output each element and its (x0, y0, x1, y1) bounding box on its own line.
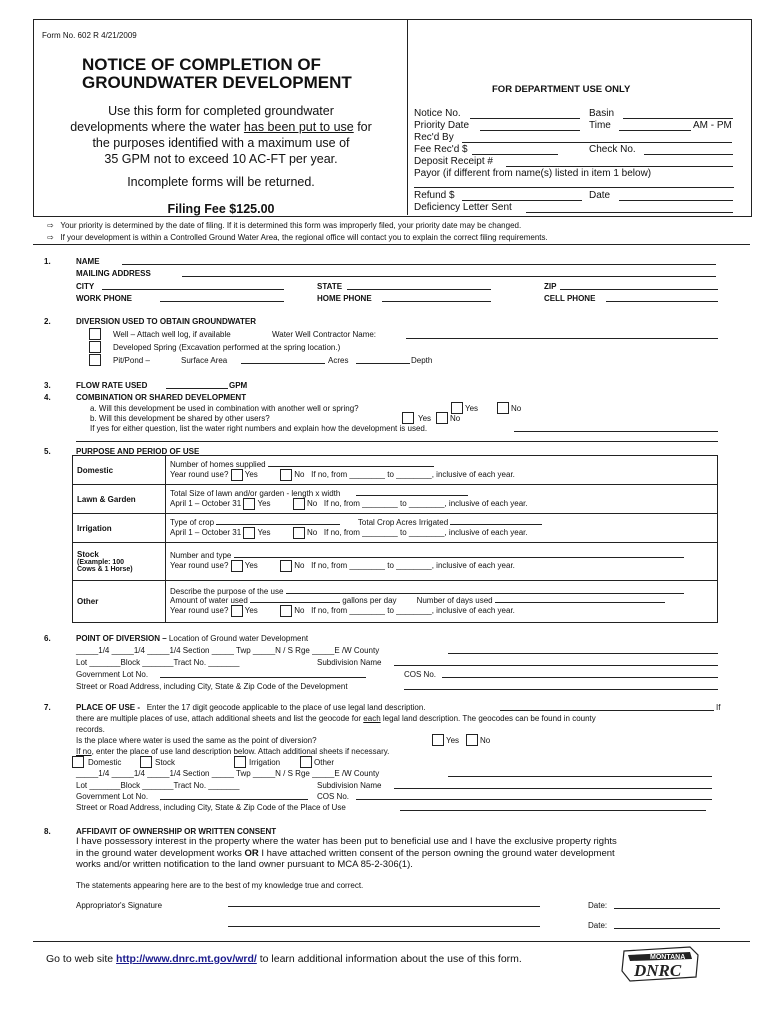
surface-area-field[interactable] (241, 363, 325, 364)
pou-stock-checkbox[interactable] (140, 756, 152, 768)
date-field-1[interactable] (614, 908, 720, 909)
work-phone-label: WORK PHONE (76, 294, 132, 303)
date-label-2: Date: (588, 921, 608, 930)
section-7-number: 7. (44, 703, 51, 712)
zip-label: ZIP (544, 282, 557, 291)
lawn-label: Lawn & Garden (73, 485, 166, 514)
same-yes-checkbox[interactable] (432, 734, 444, 746)
pit-label: Pit/Pond – (113, 356, 150, 365)
flow-rate-field[interactable] (166, 388, 228, 389)
irrigation-period-line: April 1 – October 31 Yes No If no, from ________ to ________, inclusive of each year. (170, 527, 528, 537)
pou-gov-lot-field[interactable] (160, 799, 308, 800)
shared-no-label: No (450, 414, 461, 423)
intro-text: Use this form for completed groundwater developments where the water has been put to use for the purposes identified with a maximum use of 35 GPM not to exceed 10 AC-FT per year. (38, 103, 404, 167)
dnrc-logo (620, 943, 702, 985)
state-field[interactable] (347, 289, 491, 290)
arrow-right-icon: ⇨ (47, 221, 54, 230)
pod-lot-line: Lot _______Block _______Tract No. _______ (76, 658, 240, 667)
stock-number-line: Number and type (170, 551, 713, 560)
stock-no-checkbox[interactable] (280, 560, 292, 572)
affidavit-text: I have possessory interest in the property where the water has been put to beneficial use and I have the exclusive property rights in the ground water development works OR I have attached written consent of the person owning the ground water development works and/or written notification to the land owner pursuant to MCA 85-2-306(1). (76, 836, 617, 870)
arrow-right-icon: ⇨ (47, 233, 54, 242)
intro-line2: developments where the water has been put to use for (70, 120, 372, 134)
acres-label: Acres (328, 356, 349, 365)
combination-yes-checkbox[interactable] (451, 402, 463, 414)
domestic-period-line: Year round use? Yes No If no, from ________ to ________, inclusive of each year. (170, 469, 515, 479)
header-divider (407, 19, 408, 215)
same-as-question: Is the place where water is used the same as the point of diversion? (76, 736, 317, 745)
dept-recd-row: Rec'd By (414, 132, 454, 143)
records-text: records. (76, 725, 105, 734)
note-controlled-area: ⇨ If your development is within a Controlled Ground Water Area, the regional office will contact you to explain the correct filing requirements. (47, 233, 548, 242)
water-right-field[interactable] (514, 431, 718, 432)
dept-title: FOR DEPARTMENT USE ONLY (492, 84, 631, 95)
lawn-no-checkbox[interactable] (293, 498, 305, 510)
same-no-checkbox[interactable] (466, 734, 478, 746)
zip-field[interactable] (560, 289, 718, 290)
crop-line: Type of crop Total Crop Acres Irrigated (170, 518, 713, 527)
section-3-number: 3. (44, 381, 51, 390)
pou-county-field[interactable] (448, 776, 712, 777)
domestic-row (73, 456, 718, 485)
pou-street-label: Street or Road Address, including City, State & Zip Code of the Place of Use (76, 803, 346, 812)
pod-cos-label: COS No. (404, 670, 437, 679)
combination-question: a. Will this development be used in combination with another well or spring? (90, 404, 359, 413)
other-period-line: Year round use? Yes No If no, from ________ to ________, inclusive of each year. (170, 605, 515, 615)
pit-checkbox[interactable] (89, 354, 101, 366)
dept-notice-row: Notice No. Basin (414, 108, 461, 119)
other-label: Other (73, 581, 166, 623)
section-2-number: 2. (44, 317, 51, 326)
signature-field-2[interactable] (228, 926, 540, 927)
dept-fee-row: Fee Rec'd $ Check No. (414, 144, 468, 155)
describe-line: Describe the purpose of the use (170, 587, 713, 596)
well-checkbox[interactable] (89, 328, 101, 340)
pou-subdivision-label: Subdivision Name (317, 781, 382, 790)
cell-phone-field[interactable] (606, 301, 718, 302)
name-field[interactable] (122, 264, 716, 265)
pou-street-field[interactable] (400, 810, 706, 811)
amount-line: Amount of water used gallons per day Number of days used (170, 596, 713, 605)
pou-legal-line: _____1/4 _____1/4 _____1/4 Section _____ Twp _____N / S Rge _____E /W County (76, 769, 380, 778)
purpose-table (72, 455, 718, 623)
irrigation-yes-checkbox[interactable] (243, 527, 255, 539)
pod-county-field[interactable] (448, 653, 718, 654)
pou-other-label: Other (314, 758, 335, 767)
geocode-if: If (716, 703, 721, 712)
incomplete-note: Incomplete forms will be returned. (127, 175, 315, 189)
gpm-label: GPM (229, 381, 248, 390)
dept-deficiency-row: Deficiency Letter Sent (414, 202, 512, 213)
domestic-no-checkbox[interactable] (280, 469, 292, 481)
section-8-title: AFFIDAVIT OF OWNERSHIP OR WRITTEN CONSENT (76, 827, 277, 836)
homes-line: Number of homes supplied (170, 460, 713, 469)
note-priority: ⇨ Your priority is determined by the date of filing. If it is determined this form was improperly filed, your priority date may be changed. (47, 221, 522, 230)
stock-cell (73, 543, 166, 581)
dept-payor-line (414, 187, 734, 188)
logo-montana-text: MONTANA (650, 954, 686, 961)
signature-field-1[interactable] (228, 906, 540, 907)
section-6-title: POINT OF DIVERSION – Location of Ground water Development (76, 634, 309, 643)
contractor-field[interactable] (406, 338, 718, 339)
pod-subdivision-field[interactable] (394, 665, 718, 666)
shared-no-checkbox[interactable] (436, 412, 448, 424)
statement-text: The statements appearing here are to the best of my knowledge true and correct. (76, 881, 364, 890)
shared-yes-checkbox[interactable] (402, 412, 414, 424)
dept-refund-row: Refund $ Date (414, 190, 455, 201)
pou-subdivision-field[interactable] (394, 788, 712, 789)
dept-payor-row: Payor (if different from name(s) listed in item 1 below) (414, 168, 652, 179)
section-8-number: 8. (44, 827, 51, 836)
pod-gov-lot-label: Government Lot No. (76, 670, 149, 679)
pod-subdivision-label: Subdivision Name (317, 658, 382, 667)
spring-checkbox[interactable] (89, 341, 101, 353)
section-4-number: 4. (44, 393, 51, 402)
pou-gov-lot-label: Government Lot No. (76, 792, 149, 801)
city-label: CITY (76, 282, 95, 291)
form-title-line1: NOTICE OF COMPLETION OF (82, 55, 321, 74)
section-5-title: PURPOSE AND PERIOD OF USE (76, 447, 200, 456)
spring-label: Developed Spring (Excavation performed at the spring location.) (113, 343, 341, 352)
place-of-use-line: PLACE OF USE - Enter the 17 digit geocode applicable to the place of use legal land description. (76, 703, 426, 712)
well-label: Well – Attach well log, if available (113, 330, 231, 339)
pou-domestic-checkbox[interactable] (72, 756, 84, 768)
combination-no-label: No (511, 404, 522, 413)
if-no-instructions: If no, enter the place of use land description below. Attach additional sheets if necessary. (76, 747, 390, 756)
depth-label: Depth (411, 356, 433, 365)
flow-rate-label: FLOW RATE USED (76, 381, 148, 390)
section-4-title: COMBINATION OR SHARED DEVELOPMENT (76, 393, 247, 402)
domestic-label: Domestic (73, 456, 166, 485)
pou-cos-field[interactable] (356, 799, 712, 800)
stock-yes-checkbox[interactable] (231, 560, 243, 572)
home-phone-label: HOME PHONE (317, 294, 372, 303)
pou-domestic-label: Domestic (88, 758, 122, 767)
pod-street-field[interactable] (404, 689, 718, 690)
pou-cos-label: COS No. (317, 792, 350, 801)
irrigation-row (73, 514, 718, 543)
irrigation-no-checkbox[interactable] (293, 527, 305, 539)
multi-places-text: there are multiple places of use, attach additional sheets and list the geocode for each legal land description. The geocodes can be found in county (76, 714, 596, 723)
shared-question: b. Will this development be shared by other users? (90, 414, 270, 423)
stock-example-1: (Example: 100 (77, 559, 125, 566)
city-field[interactable] (102, 289, 284, 290)
pou-irrigation-label: Irrigation (249, 758, 281, 767)
footer-text: Go to web site http://www.dnrc.mt.gov/wrd/ to learn additional information about the use of this form. (46, 953, 522, 965)
stock-example-2: Cows & 1 Horse) (77, 566, 133, 573)
home-phone-field[interactable] (382, 301, 491, 302)
dept-deposit-row: Deposit Receipt # (414, 156, 493, 167)
state-label: STATE (317, 282, 343, 291)
stock-label: Stock (77, 550, 99, 559)
section-1-number: 1. (44, 257, 51, 266)
combination-yes-label: Yes (465, 404, 479, 413)
combination-no-checkbox[interactable] (497, 402, 509, 414)
geocode-field[interactable] (500, 710, 714, 711)
logo-dnrc-text: DNRC (634, 961, 682, 980)
same-yes-label: Yes (446, 736, 460, 745)
stock-period-line: Year round use? Yes No If no, from ________ to ________, inclusive of each year. (170, 561, 515, 571)
pod-legal-line: _____1/4 _____1/4 _____1/4 Section _____ Twp _____N / S Rge _____E /W County (76, 646, 380, 655)
website-link[interactable]: http://www.dnrc.mt.gov/wrd/ (116, 953, 257, 965)
stock-row (73, 543, 718, 581)
same-no-label: No (480, 736, 491, 745)
section-5-number: 5. (44, 447, 51, 456)
pod-cos-field[interactable] (442, 677, 718, 678)
water-right-field-2[interactable] (76, 441, 718, 442)
surface-area-label: Surface Area (181, 356, 228, 365)
other-row (73, 581, 718, 623)
section-6-number: 6. (44, 634, 51, 643)
notes-divider (33, 244, 750, 245)
date-label-1: Date: (588, 901, 608, 910)
if-yes-instructions: If yes for either question, list the water right numbers and explain how the development is used. (90, 424, 428, 433)
other-no-checkbox[interactable] (280, 605, 292, 617)
pou-irrigation-checkbox[interactable] (234, 756, 246, 768)
name-label: NAME (76, 257, 100, 266)
shared-yes-label: Yes (418, 414, 432, 423)
pou-lot-line: Lot _______Block _______Tract No. _______ (76, 781, 240, 790)
section-2-title: DIVERSION USED TO OBTAIN GROUNDWATER (76, 317, 257, 326)
date-field-2[interactable] (614, 928, 720, 929)
footer-divider (33, 941, 750, 942)
depth-field[interactable] (356, 363, 410, 364)
pod-street-label: Street or Road Address, including City, State & Zip Code of the Development (76, 682, 348, 691)
lawn-period-line: April 1 – October 31 Yes No If no, from ________ to ________, inclusive of each year. (170, 498, 528, 508)
work-phone-field[interactable] (160, 301, 284, 302)
pou-other-checkbox[interactable] (300, 756, 312, 768)
pod-gov-lot-field[interactable] (160, 677, 366, 678)
pou-stock-label: Stock (155, 758, 176, 767)
signature-label: Appropriator's Signature (76, 901, 163, 910)
domestic-yes-checkbox[interactable] (231, 469, 243, 481)
lawn-row (73, 485, 718, 514)
contractor-label: Water Well Contractor Name: (272, 330, 377, 339)
filing-fee: Filing Fee $125.00 (167, 202, 275, 216)
mailing-field[interactable] (182, 276, 716, 277)
cell-phone-label: CELL PHONE (544, 294, 596, 303)
dept-priority-row: Priority Date Time AM - PM (414, 120, 732, 131)
form-number: Form No. 602 R 4/21/2009 (42, 31, 137, 40)
other-yes-checkbox[interactable] (231, 605, 243, 617)
mailing-label: MAILING ADDRESS (76, 269, 151, 278)
lawn-yes-checkbox[interactable] (243, 498, 255, 510)
irrigation-label: Irrigation (73, 514, 166, 543)
lawn-size-line: Total Size of lawn and/or garden - length x width (170, 489, 713, 498)
form-title-line2: GROUNDWATER DEVELOPMENT (82, 73, 352, 92)
